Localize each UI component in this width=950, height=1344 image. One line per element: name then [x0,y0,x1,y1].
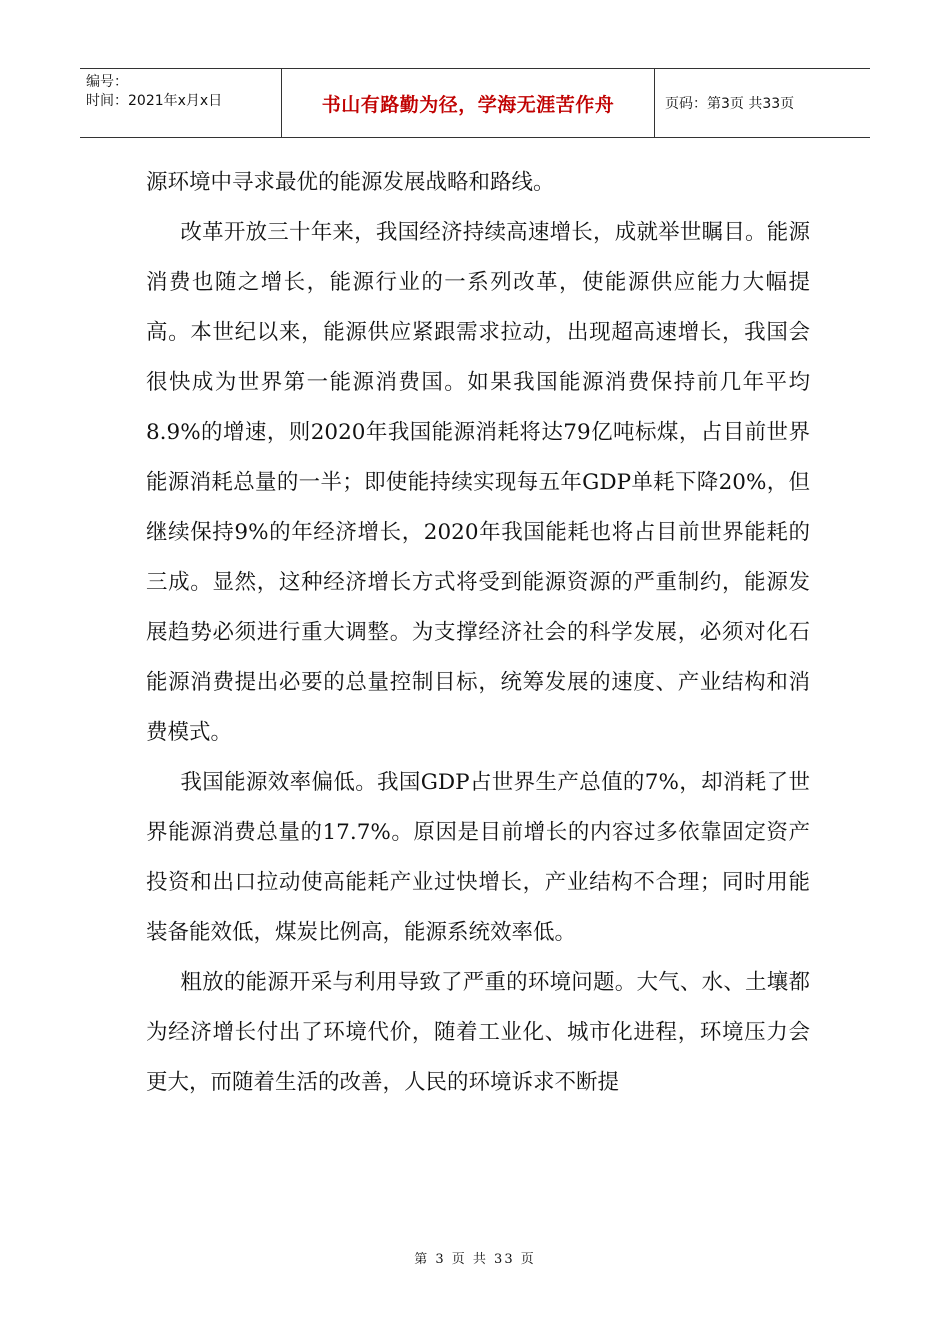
header-page-info: 页码：第3页 共33页 [665,96,795,112]
date-label: 时间：2021年x月x日 [86,93,223,109]
page-footer: 第 3 页 共 33 页 [414,1252,536,1267]
paragraph: 改革开放三十年来，我国经济持续高速增长，成就举世瞩目。能源消费也随之增长，能源行业的一系列改革，使能源供应能力大幅提高。本世纪以来，能源供应紧跟需求拉动，出现超高速增长，我国会很快成为世界第一能源消费国。如果我国能源消费保持前几年平均8.9%的增速，则2020年我国能源消耗将达79亿吨标煤，占目前世界能源消耗总量的一半；即使能持续实现每五年GDP单耗下降20%，但继续保持9%的年经济增长，2020年我国能耗也将占目前世界能耗的三成。显然，这种经济增长方式将受到能源资源的严重制约，能源发展趋势必须进行重大调整。为支撑经济社会的科学发展，必须对化石能源消费提出必要的总量控制目标，统筹发展的速度、产业结构和消费模式。 [146,220,810,745]
document-header [80,68,870,138]
number-label: 编号： [86,74,128,90]
document-body [146,158,810,1108]
header-meta [80,69,282,137]
header-motto: 书山有路勤为径，学海无涯苦作舟 [282,69,655,137]
paragraph: 源环境中寻求最优的能源发展战略和路线。 [146,170,555,195]
paragraph: 我国能源效率偏低。我国GDP占世界生产总值的7%，却消耗了世界能源消费总量的17.7%。原因是目前增长的内容过多依靠固定资产投资和出口拉动使高能耗产业过快增长，产业结构不合理；同时用能装备能效低，煤炭比例高，能源系统效率低。 [146,770,810,945]
paragraph: 粗放的能源开采与利用导致了严重的环境问题。大气、水、土壤都为经济增长付出了环境代价，随着工业化、城市化进程，环境压力会更大，而随着生活的改善，人民的环境诉求不断提 [146,970,810,1095]
